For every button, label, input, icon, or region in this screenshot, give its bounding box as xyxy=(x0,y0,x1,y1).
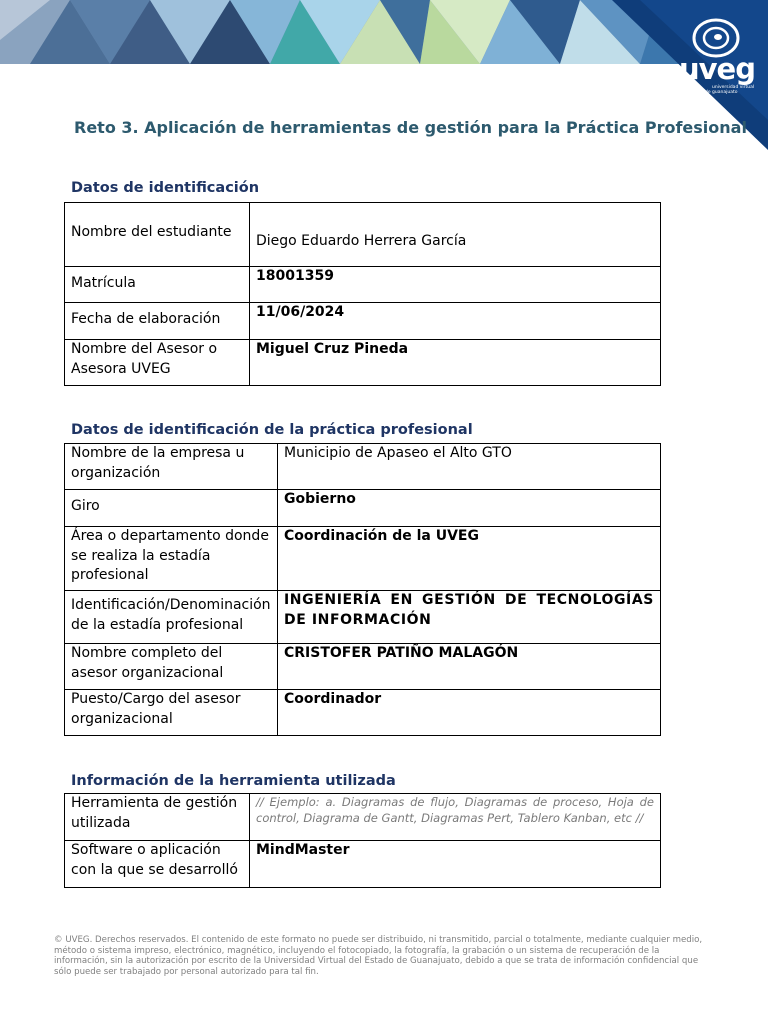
section-heading-herramienta: Información de la herramienta utilizada xyxy=(71,773,396,789)
table-row xyxy=(65,444,661,490)
area-value: Coordinación de la UVEG xyxy=(278,527,661,591)
practica-table xyxy=(64,443,661,736)
section-heading-identificacion: Datos de identificación xyxy=(71,180,260,196)
row-label: Nombre completo del asesor organizacional xyxy=(65,644,278,690)
row-label: Nombre del estudiante xyxy=(65,203,250,267)
table-row xyxy=(65,644,661,690)
table-row xyxy=(65,591,661,644)
document-title: Reto 3. Aplicación de herramientas de gestión para la Práctica Profesional xyxy=(74,118,747,137)
table-row xyxy=(65,303,661,340)
row-label: Nombre de la empresa u organización xyxy=(65,444,278,490)
identificacion-table xyxy=(64,202,661,386)
empresa-value: Municipio de Apaseo el Alto GTO xyxy=(278,444,661,490)
asesor-organizacional-value: CRISTOFER PATIÑO MALAGÓN xyxy=(278,644,661,690)
table-row xyxy=(65,490,661,527)
row-label: Área o departamento donde se realiza la estadía profesional xyxy=(65,527,278,591)
fecha-value: 11/06/2024 xyxy=(250,303,661,340)
asesor-value: Miguel Cruz Pineda xyxy=(250,340,661,386)
table-row xyxy=(65,267,661,303)
row-label: Matrícula xyxy=(65,267,250,303)
row-label: Identificación/Denominación de la estadía profesional xyxy=(65,591,278,644)
table-row xyxy=(65,794,661,841)
table-row xyxy=(65,203,661,267)
puesto-value: Coordinador xyxy=(278,690,661,736)
table-row xyxy=(65,340,661,386)
uveg-logo-subtext-2: del estado de guanajuato xyxy=(680,90,738,95)
table-row xyxy=(65,841,661,888)
row-label: Puesto/Cargo del asesor organizacional xyxy=(65,690,278,736)
herramienta-table xyxy=(64,793,661,888)
row-label: Fecha de elaboración xyxy=(65,303,250,340)
row-label: Herramienta de gestión utilizada xyxy=(65,794,250,841)
giro-value: Gobierno xyxy=(278,490,661,527)
uveg-logo-subtext-1: universidad virtual xyxy=(712,85,755,90)
table-row xyxy=(65,690,661,736)
estadia-value: INGENIERÍA EN GESTIÓN DE TECNOLOGÍAS DE INFORMACIÓN xyxy=(278,591,661,644)
table-row xyxy=(65,527,661,591)
software-value: MindMaster xyxy=(250,841,661,888)
row-label: Software o aplicación con la que se desarrolló xyxy=(65,841,250,888)
student-name-value: Diego Eduardo Herrera García xyxy=(250,203,661,267)
section-heading-practica: Datos de identificación de la práctica profesional xyxy=(71,422,473,438)
copyright-footer: © UVEG. Derechos reservados. El contenido de este formato no puede ser distribuido, ni transmitido, parcial o totalmente, mediante cualquier medio, método o sistema impreso, electrónico, magnético, incluyendo el fotocopiado, la fotografía, la grabación o un sistema de recuperación de la información, sin la autorización por escrito de la Universidad Virtual del Estado de Guanajuato, debido a que se trata de información confidencial que sólo puede ser trabajado por personal autorizado para tal fin. xyxy=(54,935,703,977)
herramienta-value: // Ejemplo: a. Diagramas de flujo, Diagramas de proceso, Hoja de control, Diagrama de Gantt, Diagramas Pert, Tablero Kanban, etc // xyxy=(250,794,661,841)
uveg-logo-text: uveg xyxy=(679,52,755,86)
matricula-value: 18001359 xyxy=(250,267,661,303)
row-label: Giro xyxy=(65,490,278,527)
row-label: Nombre del Asesor o Asesora UVEG xyxy=(65,340,250,386)
